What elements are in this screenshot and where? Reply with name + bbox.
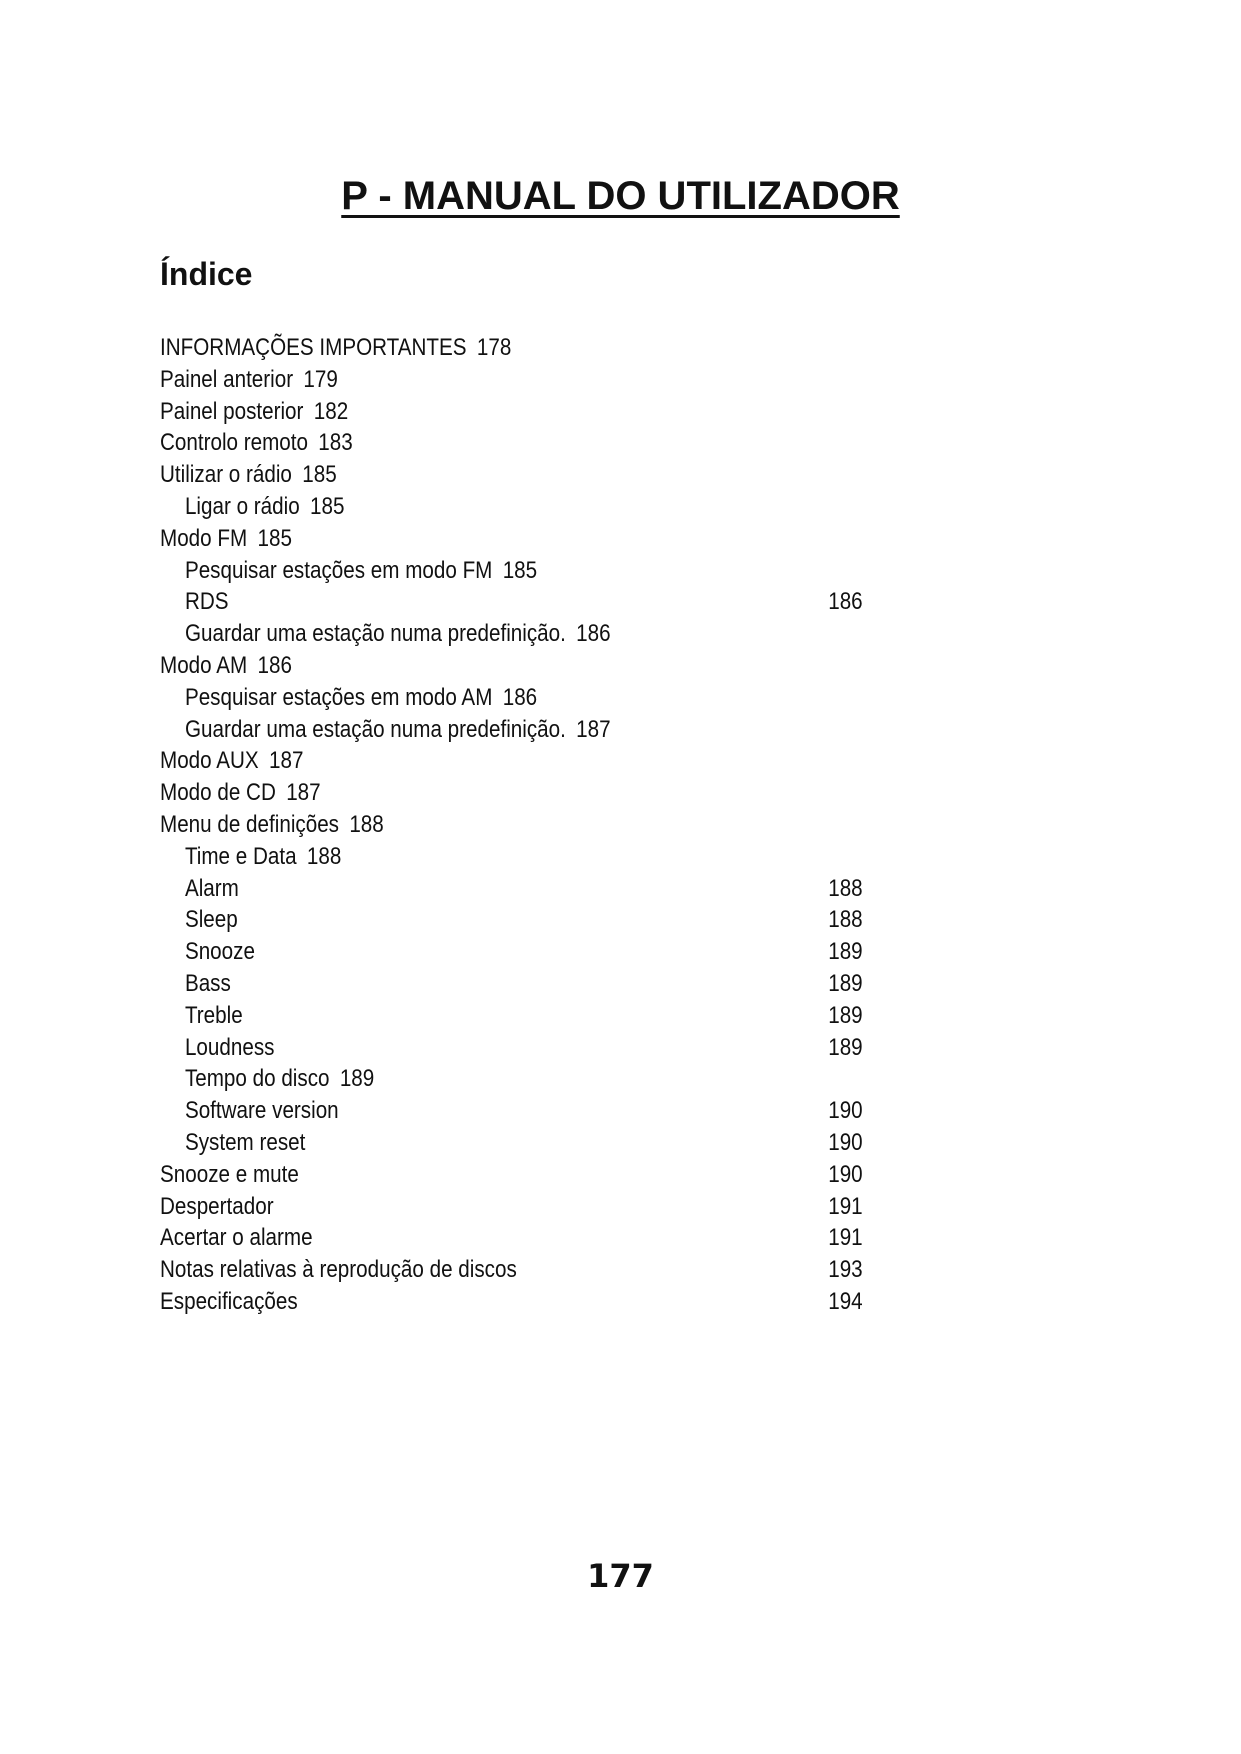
toc-entry-page: 185	[257, 524, 292, 552]
toc-entry-modo-aux[interactable]	[160, 745, 865, 777]
toc-entry-label: Bass	[184, 969, 231, 997]
toc-entry-page: 183	[318, 429, 353, 457]
page-number: 177	[587, 1557, 654, 1595]
toc-entry-painel-anterior[interactable]	[160, 364, 865, 396]
toc-entry-pesquisar-am[interactable]	[160, 682, 865, 714]
toc-entry-page: 186	[257, 651, 292, 679]
toc-entry-label: Despertador	[160, 1192, 274, 1220]
toc-entry-time-e-data[interactable]	[160, 841, 865, 873]
toc-entry-page: 185	[502, 556, 538, 584]
toc-entry-page: 179	[303, 365, 338, 393]
toc-entry-page: 188	[349, 810, 384, 838]
toc-entry-page: 187	[286, 779, 321, 807]
toc-entry-page: 186	[576, 620, 611, 648]
toc-entry-page: 185	[302, 461, 337, 489]
toc-entry-label: Modo de CD	[160, 779, 276, 807]
toc-entry-page: 186	[828, 588, 863, 616]
toc-entry-page: 182	[313, 397, 349, 425]
toc-entry-page: 189	[339, 1065, 375, 1093]
toc-entry-system-reset[interactable]	[160, 1127, 865, 1159]
toc-entry-label: Painel posterior	[160, 397, 304, 425]
toc-entry-page: 189	[828, 1033, 863, 1061]
toc-entry-page: 191	[828, 1192, 863, 1220]
toc-entry-modo-cd[interactable]	[160, 777, 865, 809]
toc-entry-label: Notas relativas à reprodução de discos	[160, 1256, 517, 1284]
toc-entry-rds[interactable]	[160, 586, 865, 618]
toc-entry-sleep[interactable]	[160, 904, 865, 936]
toc-entry-page: 187	[268, 747, 304, 775]
toc-entry-page: 188	[828, 874, 863, 902]
toc-entry-page: 190	[828, 1097, 863, 1125]
toc-entry-guardar-fm[interactable]	[160, 618, 865, 650]
toc-entry-informacoes-importantes[interactable]	[160, 332, 865, 364]
toc-entry-label: Software version	[184, 1097, 339, 1125]
toc-entry-label: Time e Data	[184, 842, 297, 870]
toc-entry-label: Acertar o alarme	[160, 1224, 313, 1252]
toc-entry-page: 178	[476, 334, 512, 361]
toc-entry-label: System reset	[184, 1128, 306, 1156]
toc-entry-alarm[interactable]	[160, 873, 865, 905]
toc-entry-label: Sleep	[184, 906, 238, 934]
toc-entry-label: Controlo remoto	[160, 429, 308, 457]
toc-entry-page: 188	[828, 906, 863, 934]
toc-entry-label: RDS	[184, 588, 229, 616]
toc-entry-bass[interactable]	[160, 968, 865, 1000]
toc-entry-snooze-e-mute[interactable]	[160, 1159, 865, 1191]
toc-entry-label: Modo AM	[160, 651, 248, 679]
toc-heading: Índice	[160, 256, 253, 292]
toc-entry-label: Tempo do disco	[184, 1065, 330, 1093]
toc-entry-label: Loudness	[184, 1033, 275, 1061]
toc-entry-especificacoes[interactable]	[160, 1286, 865, 1318]
toc-entry-label: Modo AUX	[160, 747, 259, 775]
toc-entry-page: 191	[828, 1224, 863, 1252]
toc-entry-label: Ligar o rádio	[184, 492, 300, 520]
toc-entry-label: Especificações	[160, 1287, 298, 1315]
toc-entry-label: Guardar uma estação numa predefinição.	[184, 620, 566, 648]
toc-entry-modo-am[interactable]	[160, 650, 865, 682]
toc-entry-pesquisar-fm[interactable]	[160, 555, 865, 587]
toc-entry-snooze[interactable]	[160, 936, 865, 968]
toc-entry-label: Snooze e mute	[160, 1160, 299, 1188]
toc-entry-software-version[interactable]	[160, 1095, 865, 1127]
toc-entry-page: 193	[828, 1256, 863, 1284]
toc-entry-page: 194	[828, 1287, 863, 1315]
toc-entry-page: 189	[828, 1001, 863, 1029]
toc-entry-page: 188	[306, 842, 342, 870]
toc-entry-label: Treble	[184, 1001, 243, 1029]
toc-entry-label: Modo FM	[160, 524, 248, 552]
toc-entry-tempo-do-disco[interactable]	[160, 1063, 865, 1095]
toc-entry-label: Utilizar o rádio	[160, 461, 292, 489]
toc-entry-guardar-am[interactable]	[160, 714, 865, 746]
toc-entry-page: 186	[502, 683, 538, 711]
page-title-text: P - MANUAL DO UTILIZADOR	[341, 174, 900, 218]
toc-entry-despertador[interactable]	[160, 1191, 865, 1223]
toc-entry-page: 189	[828, 938, 863, 966]
toc-entry-label: Painel anterior	[160, 365, 294, 393]
toc-entry-label: Pesquisar estações em modo AM	[184, 683, 493, 711]
toc-entry-label: Alarm	[184, 874, 239, 902]
toc-entry-menu-definicoes[interactable]	[160, 809, 865, 841]
toc-entry-utilizar-o-radio[interactable]	[160, 459, 865, 491]
toc-entry-notas-reproducao[interactable]	[160, 1254, 865, 1286]
toc-entry-label: Pesquisar estações em modo FM	[184, 556, 493, 584]
toc-entry-page: 190	[828, 1160, 863, 1188]
toc-entry-label: Snooze	[184, 938, 255, 966]
toc-entry-label: Menu de definições	[160, 810, 340, 838]
toc-entry-page: 189	[828, 969, 863, 997]
toc-entry-page: 190	[828, 1128, 863, 1156]
toc-entry-modo-fm[interactable]	[160, 523, 865, 555]
page-title	[0, 172, 1241, 220]
toc-entry-page: 185	[310, 492, 345, 520]
toc-entry-ligar-o-radio[interactable]	[160, 491, 865, 523]
toc-entry-treble[interactable]	[160, 1000, 865, 1032]
toc-entry-controlo-remoto[interactable]	[160, 427, 865, 459]
toc-entry-acertar-o-alarme[interactable]	[160, 1222, 865, 1254]
toc-entry-loudness[interactable]	[160, 1032, 865, 1064]
toc-entry-page: 187	[576, 715, 611, 743]
toc-entry-label: Guardar uma estação numa predefinição.	[184, 715, 566, 743]
table-of-contents	[160, 332, 980, 1318]
toc-entry-label: INFORMAÇÕES IMPORTANTES	[160, 334, 467, 361]
toc-entry-painel-posterior[interactable]	[160, 396, 865, 428]
